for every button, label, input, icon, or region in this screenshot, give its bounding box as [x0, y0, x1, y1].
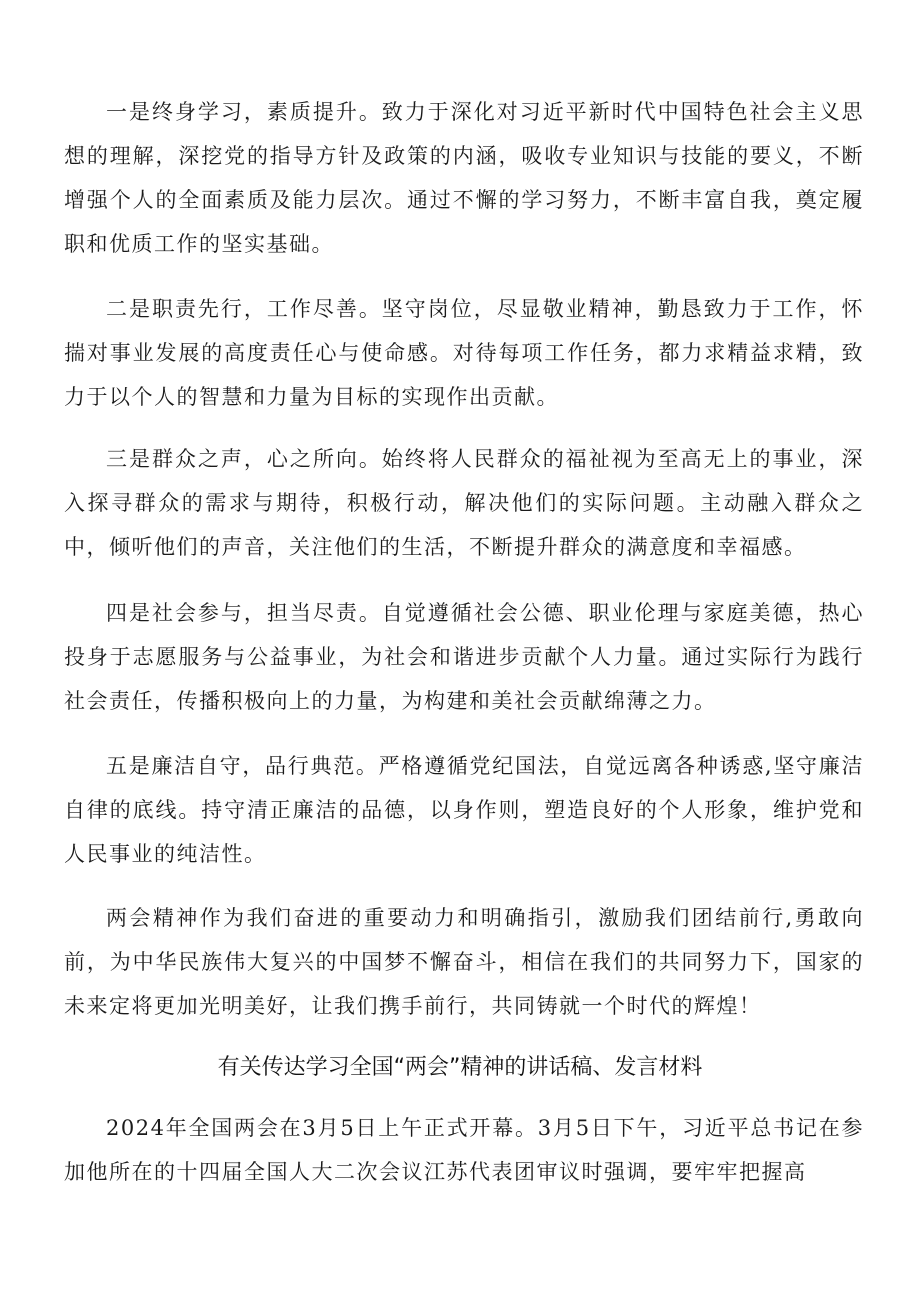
- paragraph-conclusion: 两会精神作为我们奋进的重要动力和明确指引，激励我们团结前行,勇敢向前，为中华民族伟大复兴的中国梦不懈奋斗，相信在我们的共同努力下，国家的未来定将更加光明美好，让我们携手前行，共同铸就一个时代的辉煌！: [64, 906, 864, 1018]
- paragraph-voice-of-masses: 三是群众之声，心之所向。始终将人民群众的福祉视为至高无上的事业，深入探寻群众的需求与期待，积极行动，解决他们的实际问题。主动融入群众之中，倾听他们的声音，关注他们的生活，不断提升群众的满意度和幸福感。: [64, 447, 864, 559]
- paragraph-integrity: 五是廉洁自守，品行典范。严格遵循党纪国法，自觉远离各种诱惑,坚守廉洁自律的底线。持守清正廉洁的品德，以身作则，塑造良好的个人形象，维护党和人民事业的纯洁性。: [64, 754, 864, 866]
- paragraph-social-participation: 四是社会参与，担当尽责。自觉遵循社会公德、职业伦理与家庭美德，热心投身于志愿服务与公益事业，为社会和谐进步贡献个人力量。通过实际行为践行社会责任，传播积极向上的力量，为构建和美社会贡献绵薄之力。: [64, 601, 864, 713]
- section-title: 有关传达学习全国“两会”精神的讲话稿、发言材料: [217, 1055, 703, 1080]
- paragraph-section-intro: 2024年全国两会在3月5日上午正式开幕。3月5日下午，习近平总书记在参加他所在的十四届全国人大二次会议江苏代表团审议时强调，要牢牢把握高: [64, 1116, 864, 1184]
- paragraph-duty-first: 二是职责先行，工作尽善。坚守岗位，尽显敬业精神，勤恳致力于工作，怀揣对事业发展的高度责任心与使命感。对待每项工作任务，都力求精益求精，致力于以个人的智慧和力量为目标的实现作出贡献。: [64, 297, 864, 409]
- paragraph-lifelong-learning: 一是终身学习，素质提升。致力于深化对习近平新时代中国特色社会主义思想的理解，深挖党的指导方针及政策的内涵，吸收专业知识与技能的要义，不断增强个人的全面素质及能力层次。通过不懈的学习努力，不断丰富自我，奠定履职和优质工作的坚实基础。: [64, 100, 864, 256]
